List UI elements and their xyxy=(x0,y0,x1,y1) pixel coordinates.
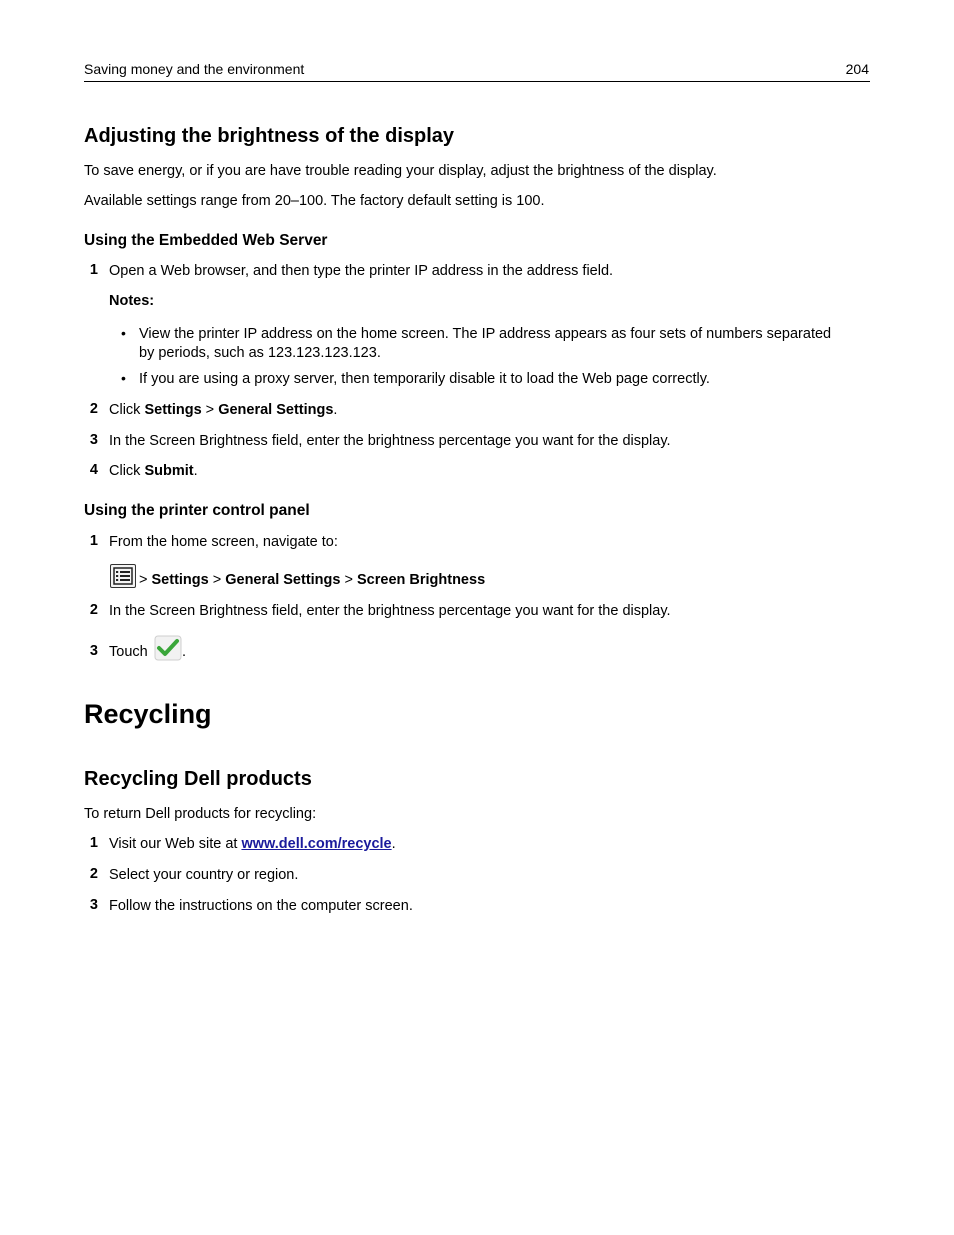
submit-label: Submit xyxy=(144,463,194,479)
section-title-brightness: Adjusting the brightness of the display xyxy=(84,125,455,147)
step-number: 2 xyxy=(89,401,98,417)
step-number: 4 xyxy=(89,462,98,478)
general-settings-label: General Settings xyxy=(218,402,334,418)
step-number: 2 xyxy=(89,866,98,882)
note-2: If you are using a proxy server, then temporarily disable it to load the Web page correctly. xyxy=(139,371,710,387)
dell-recycle-link[interactable]: www.dell.com/recycle xyxy=(241,836,392,852)
step-number: 1 xyxy=(89,262,98,278)
note-1-line-2: by periods, such as 123.123.123.123. xyxy=(139,345,381,361)
subsection-title-ews: Using the Embedded Web Server xyxy=(84,232,328,249)
path-general-settings: General Settings xyxy=(225,572,341,588)
chapter-title-recycling: Recycling xyxy=(84,699,212,729)
ews-step-4: Click Submit. xyxy=(109,463,198,479)
ews-step-3: In the Screen Brightness field, enter the brightness percentage you want for the display. xyxy=(109,433,671,449)
note-1-line-1: View the printer IP address on the home screen. The IP address appears as four sets of numbers separated xyxy=(139,326,832,342)
step-number: 3 xyxy=(89,897,98,913)
step-number: 3 xyxy=(89,643,98,659)
brightness-intro-1: To save energy, or if you are have trouble reading your display, adjust the brightness of the display. xyxy=(84,163,717,179)
panel-step-1: From the home screen, navigate to: xyxy=(109,534,338,550)
path-screen-brightness: Screen Brightness xyxy=(357,572,486,588)
bullet: • xyxy=(121,370,126,386)
recycling-step-1: Visit our Web site at www.dell.com/recycle. xyxy=(109,836,396,852)
recycling-intro: To return Dell products for recycling: xyxy=(84,806,317,822)
brightness-intro-2: Available settings range from 20–100. The factory default setting is 100. xyxy=(84,193,545,209)
notes-label: Notes: xyxy=(109,293,155,309)
bullet: • xyxy=(121,325,126,341)
settings-menu-label: Settings xyxy=(144,402,202,418)
step-number: 1 xyxy=(89,835,98,851)
running-header: Saving money and the environment xyxy=(84,61,305,77)
menu-list-icon xyxy=(110,564,136,588)
step-number: 1 xyxy=(89,533,98,549)
panel-step-2: In the Screen Brightness field, enter the brightness percentage you want for the display. xyxy=(109,603,671,619)
panel-step-3-end: . xyxy=(182,644,187,660)
ews-step-2: Click Settings > General Settings. xyxy=(109,402,338,418)
recycling-step-2: Select your country or region. xyxy=(109,867,299,883)
checkmark-icon xyxy=(154,635,182,661)
step-number: 2 xyxy=(89,602,98,618)
navigation-path: > Settings > General Settings > Screen Brightness xyxy=(139,572,486,588)
step-number: 3 xyxy=(89,432,98,448)
panel-step-3: Touch xyxy=(109,644,148,660)
header-divider xyxy=(84,81,870,82)
page-number: 204 xyxy=(845,61,869,77)
recycling-step-3: Follow the instructions on the computer screen. xyxy=(109,898,413,914)
path-settings: Settings xyxy=(151,572,209,588)
section-title-recycling-dell: Recycling Dell products xyxy=(84,768,312,790)
ews-step-1: Open a Web browser, and then type the printer IP address in the address field. xyxy=(109,263,614,279)
subsection-title-control-panel: Using the printer control panel xyxy=(84,502,310,519)
